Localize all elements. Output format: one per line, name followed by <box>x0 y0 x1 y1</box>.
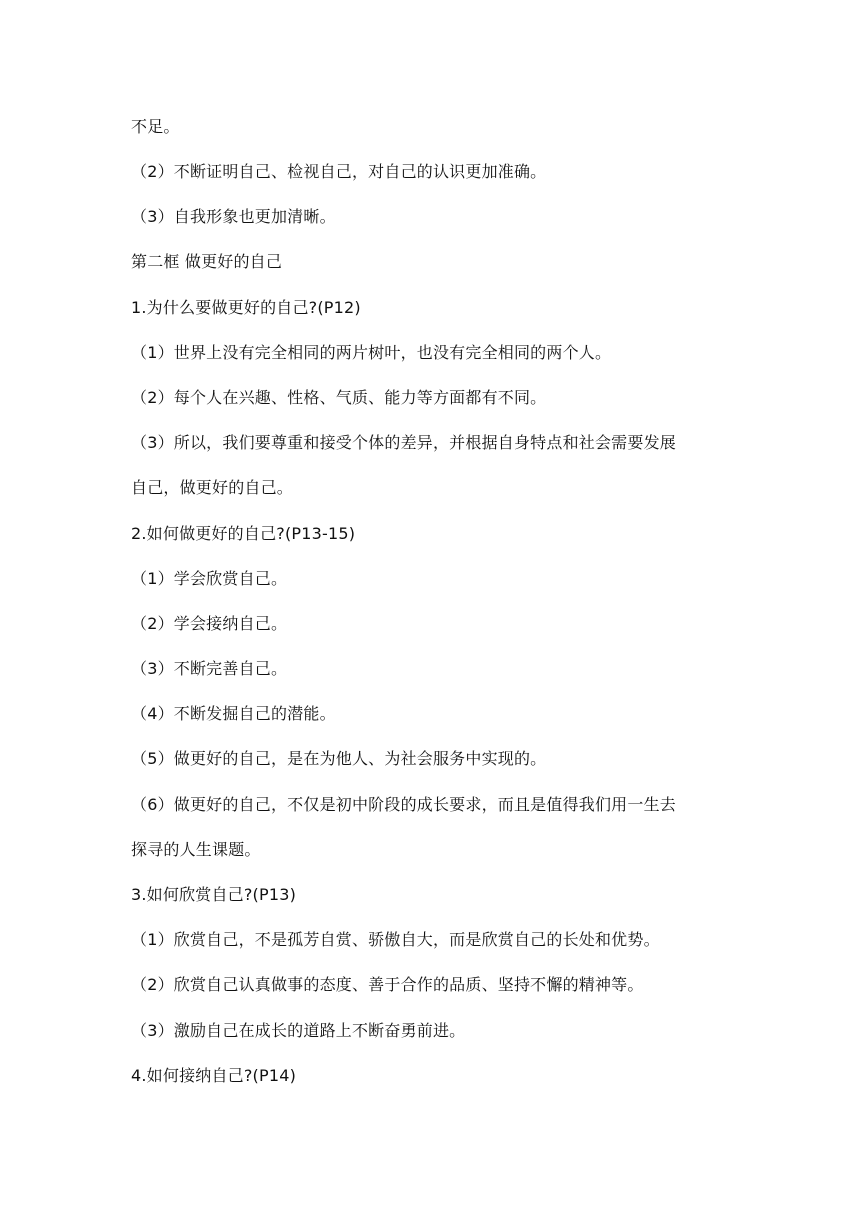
text-line: （3）自我形象也更加清晰。 <box>131 207 336 226</box>
text-line: （3）不断完善自己。 <box>131 659 288 678</box>
text-line: （2）每个人在兴趣、性格、气质、能力等方面都有不同。 <box>131 388 547 407</box>
question-heading: 4.如何接纳自己?(P14) <box>131 1066 297 1085</box>
question-heading: 3.如何欣赏自己?(P13) <box>131 885 297 904</box>
text-line: （6）做更好的自己，不仅是初中阶段的成长要求，而且是值得我们用一生去 <box>131 795 676 814</box>
text-line: （1）欣赏自己，不是孤芳自赏、骄傲自大，而是欣赏自己的长处和优势。 <box>131 930 660 949</box>
text-line: （5）做更好的自己，是在为他人、为社会服务中实现的。 <box>131 749 547 768</box>
section-heading: 第二框 做更好的自己 <box>131 252 283 271</box>
text-line: （3）所以，我们要尊重和接受个体的差异，并根据自身特点和社会需要发展 <box>131 433 676 452</box>
text-line: （1）学会欣赏自己。 <box>131 569 288 588</box>
text-line: 自己，做更好的自己。 <box>131 478 294 497</box>
text-line: （3）激励自己在成长的道路上不断奋勇前进。 <box>131 1021 466 1040</box>
question-heading: 1.为什么要做更好的自己?(P12) <box>131 298 361 317</box>
text-line: （4）不断发掘自己的潜能。 <box>131 704 336 723</box>
text-line: （2）欣赏自己认真做事的态度、善于合作的品质、坚持不懈的精神等。 <box>131 975 644 994</box>
text-line: 探寻的人生课题。 <box>131 840 261 859</box>
text-line: （1）世界上没有完全相同的两片树叶，也没有完全相同的两个人。 <box>131 343 612 362</box>
text-line: （2）学会接纳自己。 <box>131 614 288 633</box>
text-line: （2）不断证明自己、检视自己，对自己的认识更加准确。 <box>131 162 547 181</box>
text-line: 不足。 <box>131 117 180 136</box>
question-heading: 2.如何做更好的自己?(P13-15) <box>131 524 356 543</box>
